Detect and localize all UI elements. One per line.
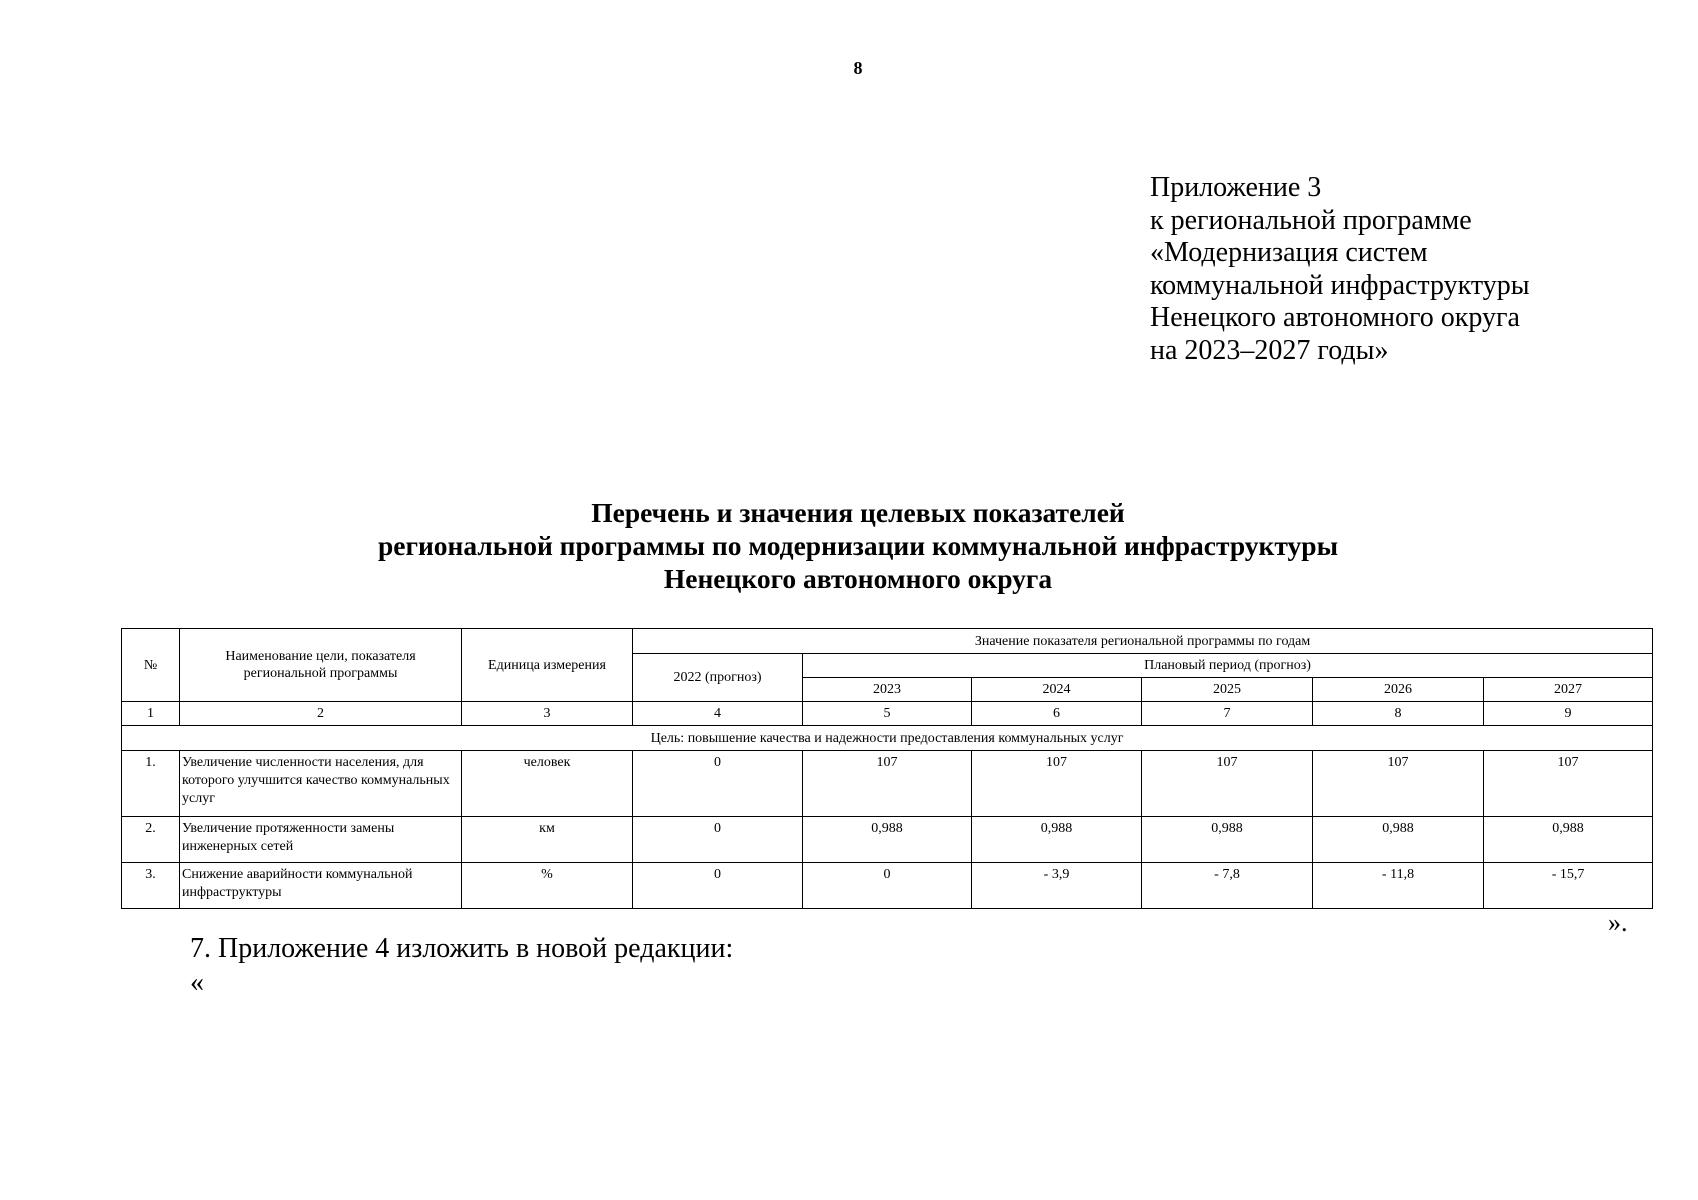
header-year: 2024: [972, 678, 1142, 702]
appendix-line: Ненецкого автономного округа: [1150, 302, 1520, 333]
item-seven-text: 7. Приложение 4 изложить в новой редакции:: [190, 933, 734, 964]
row-number: 2.: [122, 817, 180, 863]
row-value: 0: [633, 863, 803, 909]
header-year: 2026: [1313, 678, 1484, 702]
table-row: [122, 751, 1653, 817]
row-unit: км: [462, 817, 633, 863]
column-number: 5: [803, 702, 972, 726]
document-title: [150, 496, 1566, 595]
row-value: 0,988: [972, 817, 1142, 863]
row-value: 107: [1313, 751, 1484, 817]
row-unit: человек: [462, 751, 633, 817]
column-number: 3: [462, 702, 633, 726]
title-line: Перечень и значения целевых показателей: [591, 497, 1125, 528]
row-value: 107: [803, 751, 972, 817]
row-value: 107: [972, 751, 1142, 817]
table-row: [122, 863, 1653, 909]
row-value: 0,988: [1484, 817, 1653, 863]
row-value: - 15,7: [1484, 863, 1653, 909]
header-unit: Единица измерения: [462, 629, 633, 702]
title-line: Ненецкого автономного округа: [663, 563, 1053, 594]
header-name: Наименование цели, показателя региональной программы: [180, 629, 462, 702]
header-plan-period: Плановый период (прогноз): [803, 654, 1653, 678]
appendix-line: коммунальной инфраструктуры: [1150, 269, 1530, 301]
row-value: - 11,8: [1313, 863, 1484, 909]
header-forecast-2022: 2022 (прогноз): [633, 654, 803, 702]
row-unit: %: [462, 863, 633, 909]
header-year: 2025: [1142, 678, 1313, 702]
column-number: 8: [1313, 702, 1484, 726]
opening-quote: «: [190, 967, 204, 998]
column-number: 6: [972, 702, 1142, 726]
row-indicator-name: Снижение аварийности коммунальной инфраструктуры: [180, 863, 462, 909]
appendix-line: на 2023–2027 годы»: [1150, 334, 1389, 366]
column-number: 2: [180, 702, 462, 726]
table-row: [122, 817, 1653, 863]
header-values-group: Значение показателя региональной программы по годам: [633, 629, 1653, 654]
row-value: 0: [803, 863, 972, 909]
column-number: 4: [633, 702, 803, 726]
row-value: 0,988: [803, 817, 972, 863]
header-no: №: [122, 629, 180, 702]
row-value: 0: [633, 817, 803, 863]
title-line: региональной программы по модернизации коммунальной инфраструктуры: [377, 530, 1339, 561]
row-value: 107: [1484, 751, 1653, 817]
row-number: 1.: [122, 751, 180, 817]
column-number: 7: [1142, 702, 1313, 726]
row-indicator-name: Увеличение численности населения, для которого улучшится качество коммунальных услуг: [180, 751, 462, 817]
row-number: 3.: [122, 863, 180, 909]
column-number: 1: [122, 702, 180, 726]
appendix-header: [1150, 172, 1670, 367]
row-value: - 7,8: [1142, 863, 1313, 909]
row-value: 107: [1142, 751, 1313, 817]
appendix-line: «Модернизация систем: [1150, 237, 1428, 268]
indicators-table: [121, 628, 1653, 909]
row-indicator-name: Увеличение протяженности замены инженерных сетей: [180, 817, 462, 863]
row-value: 0,988: [1313, 817, 1484, 863]
column-number: 9: [1484, 702, 1653, 726]
appendix-line: к региональной программе: [1150, 204, 1472, 236]
header-year: 2027: [1484, 678, 1653, 702]
header-year: 2023: [803, 678, 972, 702]
goal-row: Цель: повышение качества и надежности предоставления коммунальных услуг: [122, 726, 1653, 751]
row-value: 0,988: [1142, 817, 1313, 863]
page-number: 8: [853, 58, 863, 78]
closing-quote: ».: [1608, 908, 1628, 937]
row-value: - 3,9: [972, 863, 1142, 909]
appendix-line: Приложение 3: [1150, 172, 1322, 203]
row-value: 0: [633, 751, 803, 817]
